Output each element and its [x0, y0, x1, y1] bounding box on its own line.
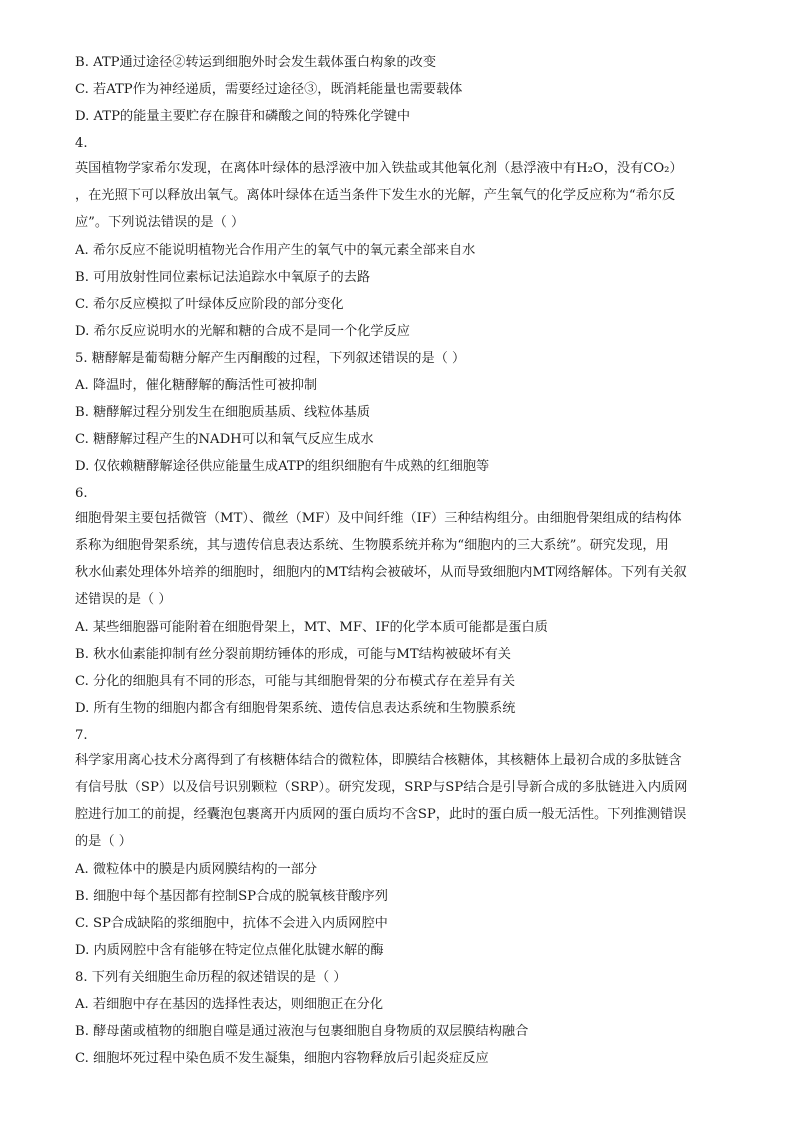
- question-stem-line: 应”。下列说法错误的是（ ）: [75, 215, 245, 230]
- question-number: 4.: [75, 136, 88, 151]
- option-line: D. 所有生物的细胞内都含有细胞骨架系统、遗传信息表达系统和生物膜系统: [75, 701, 516, 716]
- question-stem-line: 英国植物学家希尔发现，在离体叶绿体的悬浮液中加入铁盐或其他氧化剂（悬浮液中有H₂O，没有CO₂）: [75, 161, 683, 176]
- question-stem-line: 5. 糖酵解是葡萄糖分解产生丙酮酸的过程，下列叙述错误的是（ ）: [75, 351, 466, 366]
- option-line: B. 糖酵解过程分别发生在细胞质基质、线粒体基质: [75, 405, 371, 420]
- option-line: C. 希尔反应模拟了叶绿体反应阶段的部分变化: [75, 297, 344, 312]
- question-stem-line: 述错误的是（ ）: [75, 592, 172, 607]
- question-number: 7.: [75, 728, 88, 743]
- option-line: A. 希尔反应不能说明植物光合作用产生的氧气中的氧元素全部来自水: [75, 243, 476, 258]
- option-line: C. SP合成缺陷的浆细胞中，抗体不会进入内质网腔中: [75, 916, 388, 931]
- option-line: D. 希尔反应说明水的光解和糖的合成不是同一个化学反应: [75, 324, 410, 339]
- option-line: A. 降温时，催化糖酵解的酶活性可被抑制: [75, 378, 318, 393]
- option-line: D. 仅依赖糖酵解途径供应能量生成ATP的组织细胞有牛成熟的红细胞等: [75, 459, 490, 474]
- option-line: A. 若细胞中存在基因的选择性表达，则细胞正在分化: [75, 997, 384, 1012]
- question-stem-line: 秋水仙素处理体外培养的细胞时，细胞内的MT结构会被破坏，从而导致细胞内MT网络解体。下列有关叙: [75, 565, 687, 580]
- option-line: B. 细胞中每个基因都有控制SP合成的脱氧核苷酸序列: [75, 889, 388, 904]
- option-line: C. 细胞坏死过程中染色质不发生凝集，细胞内容物释放后引起炎症反应: [75, 1051, 489, 1066]
- question-number: 6.: [75, 486, 88, 501]
- question-stem-line: 8. 下列有关细胞生命历程的叙述错误的是（ ）: [75, 970, 347, 985]
- option-line: A. 微粒体中的膜是内质网膜结构的一部分: [75, 862, 318, 877]
- option-line: D. 内质网腔中含有能够在特定位点催化肽键水解的酶: [75, 943, 384, 958]
- option-line: A. 某些细胞器可能附着在细胞骨架上，MT、MF、IF的化学本质可能都是蛋白质: [75, 620, 548, 635]
- question-stem-line: 系称为细胞骨架系统，其与遗传信息表达系统、生物膜系统并称为“细胞内的三大系统”。研究发现，用: [75, 538, 669, 553]
- text-line: D. ATP的能量主要贮存在腺苷和磷酸之间的特殊化学键中: [75, 109, 411, 124]
- question-stem-line: 的是（ ）: [75, 834, 132, 849]
- text-line: B. ATP通过途径②转运到细胞外时会发生载体蛋白构象的改变: [75, 55, 437, 70]
- option-line: B. 秋水仙素能抑制有丝分裂前期纺锤体的形成，可能与MT结构被破坏有关: [75, 647, 511, 662]
- question-stem-line: ，在光照下可以释放出氧气。离体叶绿体在适当条件下发生水的光解，产生氧气的化学反应称为“希尔反: [75, 188, 676, 203]
- question-stem-line: 科学家用离心技术分离得到了有核糖体结合的微粒体，即膜结合核糖体，其核糖体上最初合成的多肽链含: [75, 753, 682, 768]
- text-line: C. 若ATP作为神经递质，需要经过途径③，既消耗能量也需要载体: [75, 82, 463, 97]
- question-stem-line: 腔进行加工的前提，经囊泡包裹离开内质网的蛋白质均不含SP，此时的蛋白质一般无活性。下列推测错误: [75, 807, 687, 822]
- option-line: B. 可用放射性同位素标记法追踪水中氧原子的去路: [75, 270, 371, 285]
- option-line: C. 分化的细胞具有不同的形态，可能与其细胞骨架的分布模式存在差异有关: [75, 674, 516, 689]
- option-line: B. 酵母菌或植物的细胞自噬是通过液泡与包裹细胞自身物质的双层膜结构融合: [75, 1024, 529, 1039]
- question-stem-line: 有信号肽（SP）以及信号识别颗粒（SRP）。研究发现，SRP与SP结合是引导新合成的多肽链进入内质网: [75, 780, 688, 795]
- option-line: C. 糖酵解过程产生的NADH可以和氧气反应生成水: [75, 432, 374, 447]
- question-stem-line: 细胞骨架主要包括微管（MT）、微丝（MF）及中间纤维（IF）三种结构组分。由细胞骨架组成的结构体: [75, 511, 682, 526]
